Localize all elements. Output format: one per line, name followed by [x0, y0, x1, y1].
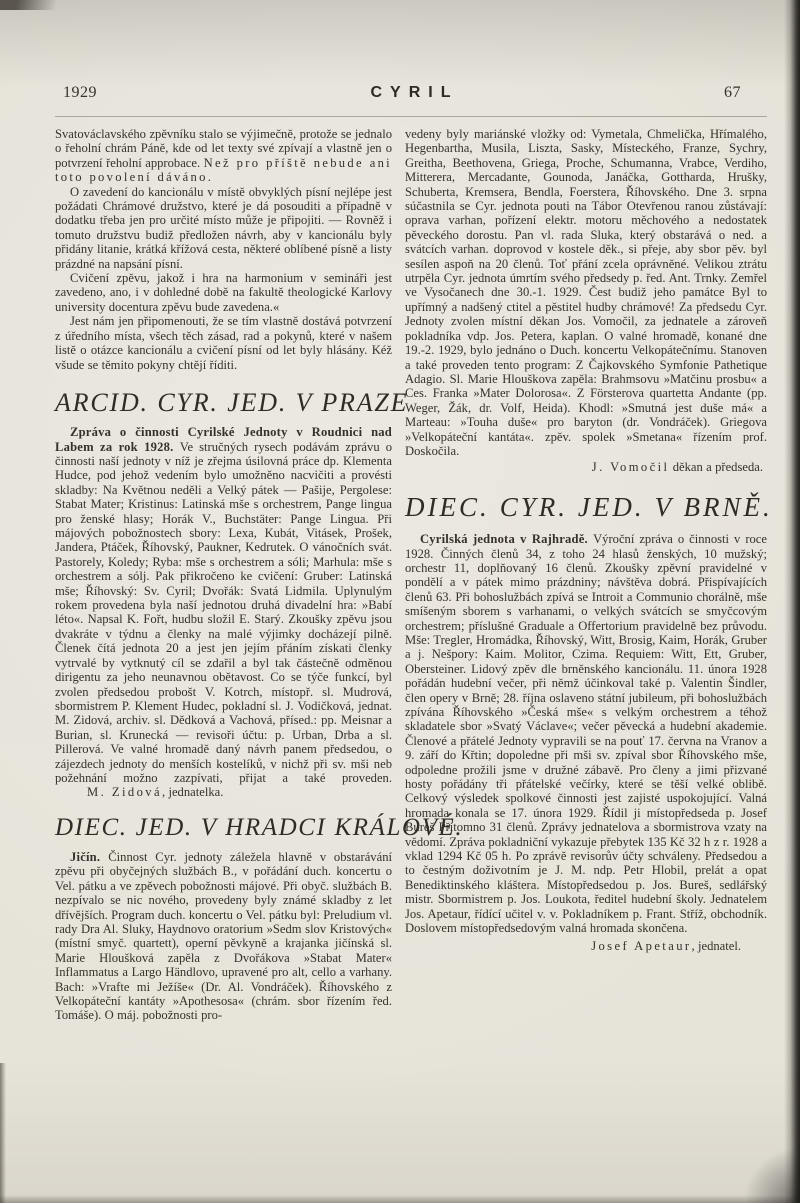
scan-artifact-bottom-left: [0, 1063, 6, 1203]
page-header: [55, 84, 767, 117]
right-column: [405, 127, 773, 1023]
paragraph-pripomenuti: Jest nám jen připomenouti, že se tím vlastně dostává potvrzení z úředního místa, všech těch zásad, rad a pokynů, které v našem listě o otázce kancionálu a cvičení písní od let byly hlásány. Kéž všude se těmito pokyny chtějí říditi.: [55, 314, 392, 372]
two-column-body: [55, 117, 773, 1023]
left-column: [55, 127, 464, 1023]
magazine-title: CYRIL: [370, 84, 459, 101]
report-roudnice: [55, 425, 392, 800]
scan-shadow-bottom-edge: [0, 1195, 800, 1203]
year-label: 1929: [63, 84, 97, 101]
intro-text: Svatováclavského zpěvníku stalo se výjimečně, protože se jednalo o řeholní chrám Páně, kde od let texty své zpívají a vlastně jen o potvrzení řeholní approbace.: [55, 127, 392, 170]
signature-vomocil: J. Vomočil děkan a předseda.: [591, 460, 763, 475]
report-jicin: [55, 850, 392, 1023]
report-rajhrad-text: Výroční zpráva o činnosti v roce 1928. Činných členů 34, z toho 24 hlasů ženských, 10 mužský; orchestr 11, doplňovaný 16 členů. Zkoušky zpěvní pravidelné v pondělí a v pátek mimo prázdniny; návštěva dobrá. Přispívajících členů 63. Při bohoslužbách zpívá se Introit a Communio chorálně, mše smíšeným sborem s varhanami, o velkých svátcích se smyčcovým orchestrem; příslušné Graduale a Offertorium pravidelně bez průvodu. Mše: Tregler, Hromádka, Říhovský, Witt, Brosig, Kaim, Horák, Gruber a j. Nešpory: Kaim. Molitor, Czima. Requiem: Witt, Ett, Gruber, Obersteiner. Lidový zpěv dle brněnského kancionálu. 11. února 1928 pořádán hudební večer, při němž účinkoval také p. Valentin Šindler, člen opery v Brně; 28. října oslaveno státní jubileum, při bohoslužbách zpívána Říhovského »Česká mše« s velkým orchestrem a téhož skladatele sbor »Svatý Václave«; večer pěvecká a hudební akademie. Členové a přátelé Jednoty vypravili se na pouť 17. června na Vranov a 9. září do Křtin; dopoledne při mši sv. zpíval sbor Říhovského mše, odpoledne prožili jsme v družné zábavě. Pro členy a jimi přizvané hosty pořádány tři přátelské večírky, které se těší velké oblibě. Celkový výsledek spolkové činnosti jest zajisté uspokojující. Valná hromada konala se 17. února 1929. Řídil ji místopředseda p. Josef Bureš Přítomno 31 členů. Zprávy jednatelova a sbormistrova vzaty na vědomí. Zpráva pokladniční vykazuje přebytek 135 Kč 32 h z r. 1928 a vklad 1294 Kč 05 h. Po zprávě revisorův účty schváleny. Předsedou a to čestným doživotním je J. M. ndp. Petr Hlobil, prelát a opat Benediktinského kláštera. Místopředsedou p. Jos. Bureš, sedlářský mistr. Sbormistrem p. Jos. Loukota, ředitel hudební školy. Jednatelem Jos. Apetaur, řídící učitel v. v. Pokladníkem p. Frant. Stříž, obchodník. Doslovem místopředsedovým valná hromada skončena.: [405, 532, 767, 936]
signature-zidova: M. Zidová, jednatelka.: [87, 785, 224, 800]
section-heading-hradec: DIEC. JED. V HRADCI KRÁLOVÉ.: [55, 813, 464, 841]
paragraph-kancional: O zavedení do kancionálu v místě obvyklých písní nejlépe jest požádati Chrámové družstvo, které je dá posouditi a případně v dodatku třeba jen pro určité místo může je připojiti. — Rovněž i tomuto družstvu budiž předložen návrh, aby v kancionálu byly přidány litanie, krátká křížová cesta, některé oblíbené písně a listy prázdné na napsání písní.: [55, 184, 392, 271]
signature-apetaur: Josef Apetaur, jednatel.: [591, 939, 741, 954]
report-jicin-text: Činnost Cyr. jednoty záležela hlavně v obstarávání zpěvu při obyčejných službách B., v pořádání duch. koncertu o Vel. pátku a ve zpěvech pobožnosti májové. Při obyč. službách B. nezpívalo se nic nového, provedeny byly známé skladby z let dřívějších. Program duch. koncertu o Vel. pátku byl: Preludium vl. rady Dra Al. Sluky, Haydnovo oratorium »Sedm slov Kristových« (místní smyč. quartett), operní pěvkyně a krajanka jičínská sl. Marie Hloušková zapěla z Dvořákova »Stabat Mater« Inflammatus a Largo Händlovo, upravené pro alt, cello a varhany. Bach: »Vrafte mi Ježíše« (Dr. Al. Vondráček). Říhovského z Velkopáteční kantáty »Apothesosa« (chrám. sbor řízením řed. Tomáše). O máj. pobožnosti pro-: [55, 850, 392, 1023]
paragraph-cviceni: Cvičení zpěvu, jakož i hra na harmonium v semináři jest zavedeno, ano, i v dohledné době na fakultě theologické Karlovy university docentura zpěvu bude zavedena.«: [55, 271, 392, 314]
scan-artifact-top-left: [0, 0, 78, 10]
scan-shadow-right-edge: [784, 0, 800, 1203]
report-rajhrad-lead: Cyrilská jednota v Rajhradě.: [420, 532, 588, 547]
report-jicin-lead: Jičín.: [70, 850, 101, 865]
paragraph-intro: [55, 127, 392, 185]
report-rajhrad: [405, 532, 767, 935]
page-number: 67: [724, 84, 741, 101]
page-content: [55, 84, 773, 1023]
report-roudnice-lead: Zpráva o činnosti Cyrilské Jednoty v Roudnici nad Labem za rok 1928.: [55, 425, 392, 454]
section-heading-praha: ARCID. CYR. JED. V PRAZE: [55, 387, 409, 417]
section-heading-brno: DIEC. CYR. JED. V BRNĚ.: [405, 491, 773, 522]
intro-emphasis: Než pro příště nebude ani toto povolení dáváno.: [55, 155, 392, 185]
scan-shadow-bottom-right-corner: [740, 1143, 800, 1203]
report-roudnice-text: Ve stručných rysech podávám zprávu o činnosti naší jednoty v níž je zřejma úsilovná práce dp. Klementa Hudce, pod jehož vedením bylo umožněno nacvičiti a provésti skladby: Na Květnou neděli a Velký pátek — Pašije, Pergolese: Stabat Mater; Kristinus: Latinská mše s orchestrem, Pange lingua pro ženské hlasy; Horák V., Buchstäter: Pange Lingua. Při májových pobožnostech sbory: Lexa, Kubát, Vitásek, Prošek, Jandera, Ptáček, Říhovský, Paukner, Kedrutek. O vánočních svát. Pastorely, Koledy; Ryba: mše s orchestrem a sóli; Marhula: mše s orchestrem a sólj. Pak přikročeno ke cvičení: Gruber: Latinská mše; Říhovský: Sv. Cyril; Dvořák: Svatá Lidmila. Uplynulým rokem provedena byla naší jednotou druhá divadelní hra: »Babí léto«. Napsal K. Fořt, hudbu složil E. Starý. Zkoušky zpěvu jsou dvakráte v týdnu a členky na malé výjimky docházejí pilně. Členek čítá jednota 20 a jest jen jejím přáním získati členky vytrvalé by vytknutý cíl se zdařil a byl tak částečně odměnou dirigentu za jeho neunavnou obětavost. Co se týče funkcí, byl zvolen předsedou probošt V. Kotrch, místopř. sl. Mudrová, sbormistrem P. Klement Hudec, pokladní sl. J. Vodičková, jednat. M. Zidová, archiv. sl. Dědková a Vachová, přísed.: pp. Meisnar a Burian, sl. Krunecká — revisoři účtu: p. Urban, Drba a sl. Pillerová. Ve valné hromadě daný návrh panem předsedou, o zájezdech jednoty do menších kostelíků, v nichž při sv. mši neb požehnání možno zazpívati, přijat a také proveden.: [55, 439, 392, 785]
paragraph-continuation: vedeny byly mariánské vložky od: Vymetala, Chmelička, Hřímalého, Hegenbartha, Musila, Liszta, Sasky, Místeckého, Franze, Sychry, Greitha, Beethovena, Griega, Proche, Schumanna, Vrabce, Verdiho, Mitterera, Mercadante, Gounoda, Janáčka, Gottharda, Hrušky, Schuberta, Kremsera, Bendla, Foerstera, Říhovského. Dne 3. srpna súčastnila se Cyr. jednota pouti na Tábor Otevřenou ranou zůstávají: oprava varhan, pořízení elektr. motoru měchového a nedostatek pěveckého dorostu. Pan vl. rada Sluka, který obstarává o ned. a svátcích varhan. doprovod v kostele děk., si přeje, aby sbor pěv. byl sesílen aspoň na 20 členů. Toť přání zcela oprávněné. Velikou ztrátu utrpěla Cyr. jednota úmrtím svého předsedy p. řed. Ant. Trnky. Zemřel ve Vysočanech dne 30.-1. 1929. Čest budiž jeho památce Byl to upřímný a nadšený ctitel a pěstitel hudby chrámové! Za předsedu Cyr. Jednoty zvolen místní děkan Jos. Vomočil, za jednatele a zároveň pokladníka vdp. Jos. Petera, kaplan. O valné hromadě, konané dne 19.-2. 1929, bylo jednáno o Duch. koncertu Velkopátečnímu. Stanoven a také proveden tento program: Z Čajkovského Symfonie Pathetique Adagio. Sl. Marie Hlouškova zapěla: Brahmsovu »Matčinu prosbu« a Ces. Franka »Mater Dolorosa«. Z Försterova quartetta Andante (pp. Weger, Žák, dr. Volf, Heida). Khodl: »Smutná jest duše má« a Marteau: »Touha duše« pro baryton (dr. Vondráček). Griegova »Velkopáteční kantáta«. zpěv. spolek »Smetana« řízením prof. Doskočila.: [405, 127, 767, 458]
